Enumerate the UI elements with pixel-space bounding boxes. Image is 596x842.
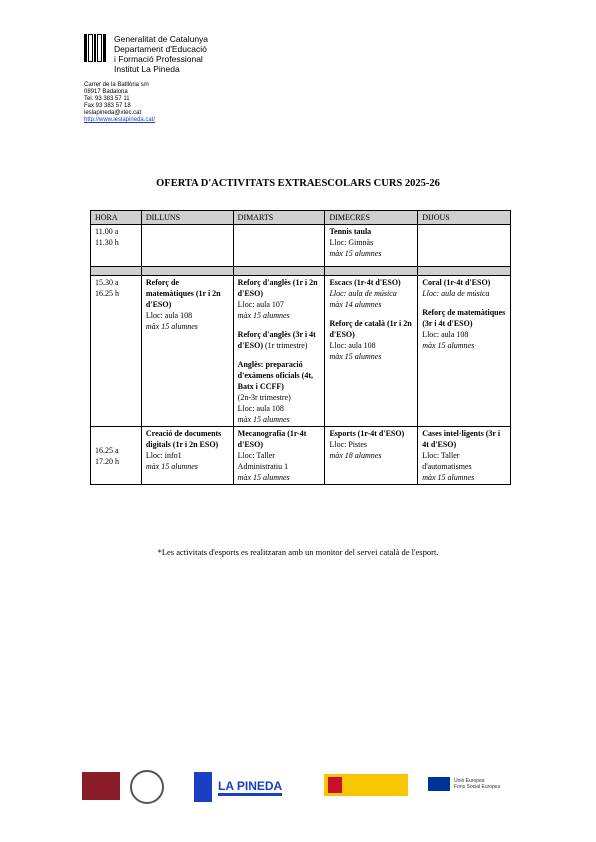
activity-note: (1r trimestre)	[265, 341, 308, 350]
website-link[interactable]: http://www.ieslapineda.cat/	[84, 117, 156, 123]
activity-title: Reforç de matemàtiques (1r i 2n d'ESO)	[145, 278, 221, 309]
cell-empty	[418, 225, 511, 267]
letterhead	[84, 34, 208, 74]
activity-place: Lloc: aula 108	[422, 330, 469, 339]
address-line: 08917 Badalona	[84, 89, 128, 95]
email-line: ieslapineda@xtec.cat	[84, 110, 142, 116]
eu-line: Unió Europea	[454, 778, 485, 784]
table-row	[91, 225, 511, 267]
hour-start: 15.30 a	[95, 278, 119, 287]
eu-flag-icon	[428, 777, 450, 791]
activity-place: Lloc: aula 107	[237, 300, 284, 309]
activity-note: (2n-3r trimestre)	[237, 393, 291, 402]
certification-seal-icon	[130, 770, 164, 804]
activity-place: Lloc: Taller Administratiu 1	[237, 451, 289, 471]
activity-capacity: màx 18 alumnes	[329, 451, 382, 460]
hour-start: 11.00 a	[95, 227, 119, 236]
activity-cell	[233, 427, 325, 485]
org-line: Departament d'Educació	[114, 44, 207, 54]
hour-cell	[91, 225, 142, 267]
table-header-row	[91, 211, 511, 225]
activity-title: Anglès: preparació d'exàmens oficials (4t, Batx i CCFF)	[237, 360, 313, 391]
activity-title: Esports (1r-4t d'ESO)	[329, 429, 405, 438]
activity-cell	[141, 276, 233, 427]
organization-name	[114, 34, 208, 74]
activity-title: Mecanografia (1r-4t d'ESO)	[237, 429, 307, 449]
header-dilluns: DILLUNS	[141, 211, 233, 225]
activity-title: Reforç de català (1r i 2n d'ESO)	[329, 319, 412, 339]
activity-place: Lloc: Pistes	[329, 440, 368, 449]
table-row	[91, 276, 511, 427]
activity-cell	[233, 276, 325, 427]
generalitat-logo-icon	[84, 34, 106, 62]
activity-place: Lloc: aula 108	[329, 341, 376, 350]
separator-row	[91, 267, 511, 276]
header-hora: HORA	[91, 211, 142, 225]
activity-title: Reforç de matemàtiques (3r i 4t d'ESO)	[422, 308, 506, 328]
activity-place: Lloc: aula 108	[237, 404, 284, 413]
hour-cell	[91, 276, 142, 427]
org-line: i Formació Professional	[114, 54, 203, 64]
activity-cell	[325, 427, 418, 485]
page-title: OFERTA D'ACTIVITATS EXTRAESCOLARS CURS 2025-26	[156, 178, 440, 189]
hour-start: 16.25 a	[95, 446, 119, 455]
activity-cell	[325, 276, 418, 427]
activity-capacity: màx 15 alumnes	[145, 322, 198, 331]
header-dimarts: DIMARTS	[233, 211, 325, 225]
footnote: *Les activitats d'esports es realitzaran amb un monitor del servei català de l'esport.	[157, 547, 439, 557]
activity-capacity: màx 15 alumnes	[237, 311, 290, 320]
eu-logo-text	[454, 778, 500, 790]
activity-capacity: màx 15 alumnes	[237, 473, 290, 482]
header-dimecres: DIMECRES	[325, 211, 418, 225]
activity-title: Reforç d'anglès (1r i 2n d'ESO)	[237, 278, 318, 298]
activities-table	[90, 210, 511, 485]
activity-title: Reforç d'anglès (3r i 4t d'ESO)	[237, 330, 316, 350]
eu-line: Fons Social Europeu	[454, 784, 501, 790]
header-dijous: DIJOUS	[418, 211, 511, 225]
footer-logos	[82, 770, 512, 806]
la-pineda-logo-text: LA PINEDA	[218, 779, 282, 796]
activity-cell	[141, 427, 233, 485]
org-line: Institut La Pineda	[114, 64, 180, 74]
hour-end: 17.20 h	[95, 457, 119, 466]
activity-capacity: màx 15 alumnes	[329, 249, 382, 258]
quality-logo-icon	[82, 772, 120, 800]
activity-capacity: màx 15 alumnes	[237, 415, 290, 424]
address-line: Tel. 93 383 57 11	[84, 96, 130, 102]
activity-title: Coral (1r-4t d'ESO)	[422, 278, 491, 287]
activity-place: Lloc: aula de música	[422, 289, 490, 298]
address-line: Fax 93 383 57 18	[84, 103, 131, 109]
activity-capacity: màx 15 alumnes	[422, 341, 475, 350]
activity-place: Lloc: Taller d'automatismes	[422, 451, 472, 471]
eu-logo	[428, 774, 512, 794]
activity-place: Lloc: aula 108	[145, 311, 193, 320]
hour-cell	[91, 427, 142, 485]
hour-end: 16.25 h	[95, 289, 119, 298]
activity-place: Lloc: info1	[145, 451, 182, 460]
activity-place: Lloc: aula de música	[329, 289, 397, 298]
activity-capacity: màx 15 alumnes	[145, 462, 198, 471]
cell-empty	[141, 225, 233, 267]
activity-capacity: màx 15 alumnes	[329, 352, 382, 361]
activity-place: Lloc: Gimnàs	[329, 238, 374, 247]
la-pineda-mark-icon	[194, 772, 212, 802]
activity-title: Creació de documents digitals (1r i 2n ESO)	[145, 429, 222, 449]
la-pineda-logo	[194, 772, 294, 802]
org-line: Generalitat de Catalunya	[114, 34, 209, 44]
hour-end: 11.30 h	[95, 238, 119, 247]
address-line: Carrer de la Batllòria s/n	[84, 82, 149, 88]
activity-cell	[418, 427, 511, 485]
address-block	[84, 82, 155, 124]
activity-title: Tennis taula	[329, 227, 372, 236]
activity-title: Escacs (1r-4t d'ESO)	[329, 278, 401, 287]
activity-cell	[325, 225, 418, 267]
activity-cell	[418, 276, 511, 427]
activity-capacity: màx 15 alumnes	[422, 473, 475, 482]
activity-title: Cases intel·ligents (3r i 4t d'ESO)	[422, 429, 501, 449]
activity-capacity: màx 14 alumnes	[329, 300, 382, 309]
table-row	[91, 427, 511, 485]
coat-of-arms-icon	[328, 777, 342, 793]
cell-empty	[233, 225, 325, 267]
spain-government-logo-icon	[324, 774, 408, 796]
